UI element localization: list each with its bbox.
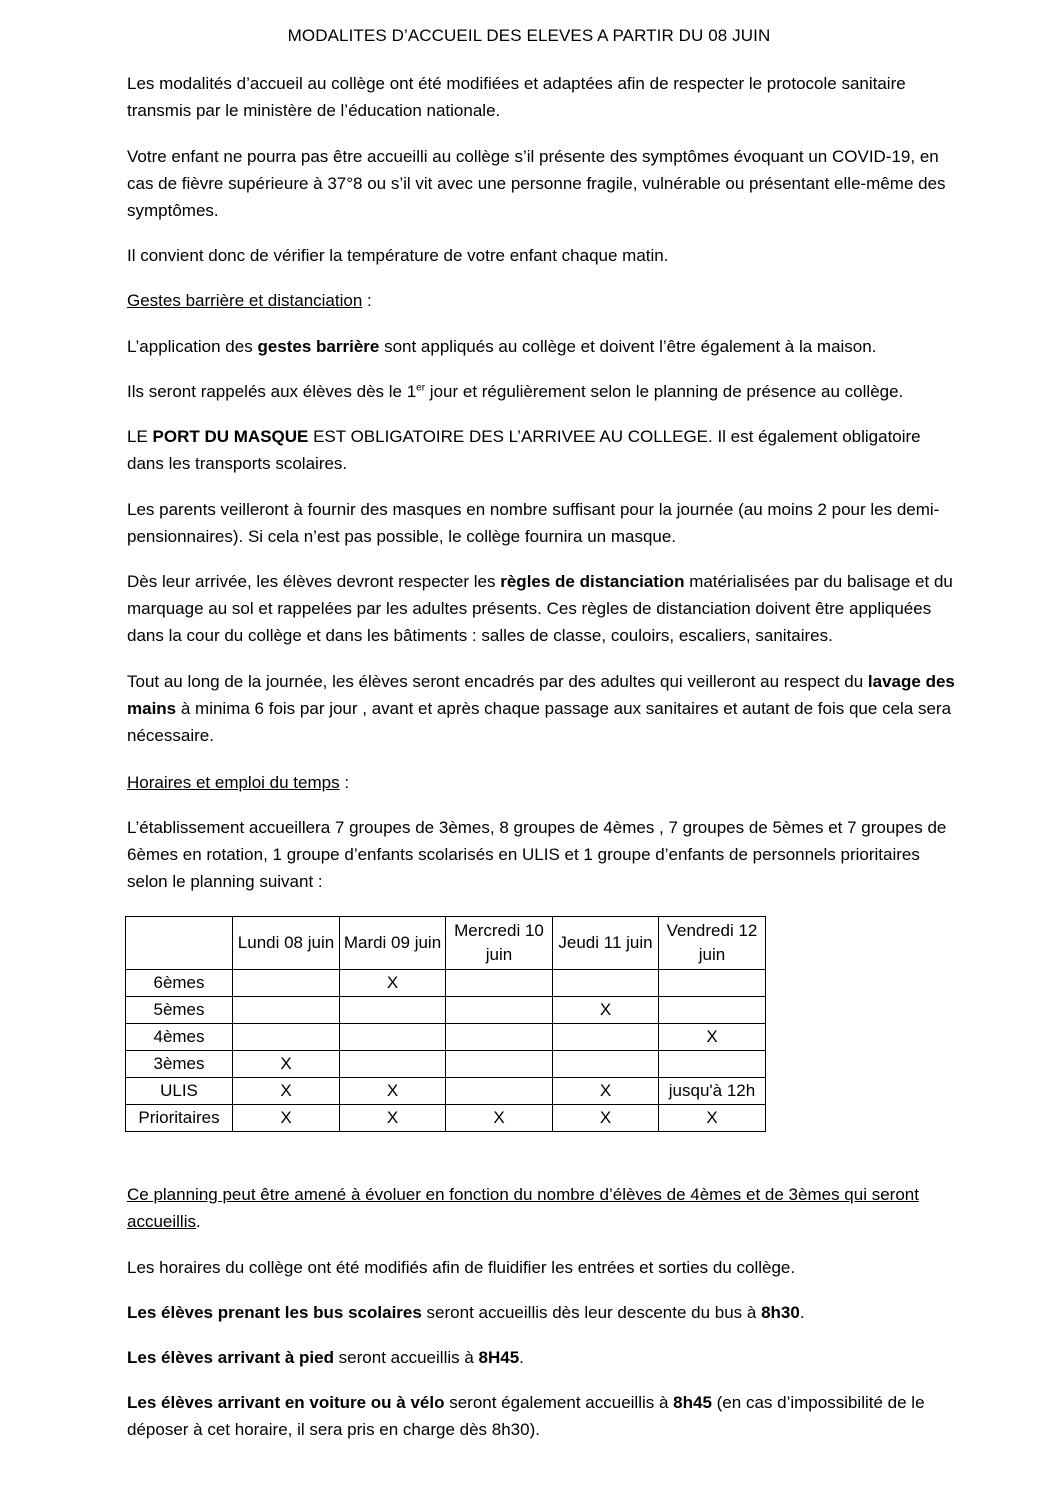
note-planning-text: Ce planning peut être amené à évoluer en fonction du nombre d’élèves de 4èmes et de 3èmes qui seront accueillis [127, 1185, 919, 1231]
table-header-cell: Jeudi 11 juin [553, 917, 659, 970]
paragraph-pied [127, 1344, 957, 1371]
paragraph-masques-parents: Les parents veilleront à fournir des masques en nombre suffisant pour la journée (au moins 2 pour les demi-pensionnaires). Si cela n’est pas possible, le collège fournira un masque. [127, 500, 940, 546]
superscript: er [416, 382, 426, 394]
table-cell [340, 997, 446, 1024]
table-cell [553, 1024, 659, 1051]
table-cell: Prioritaires [126, 1105, 233, 1132]
table-row [126, 1105, 766, 1132]
text-span: à minima 6 fois par jour , avant et après chaque passage aux sanitaires et autant de fois que cela sera nécessaire. [127, 699, 952, 745]
table-header-cell [126, 917, 233, 970]
text-span: . [519, 1348, 524, 1367]
heading-gestes-suffix: : [362, 291, 372, 310]
text-span: seront accueillis dès leur descente du bus à [421, 1303, 762, 1322]
paragraph-bus [127, 1299, 957, 1326]
text-span: Tout au long de la journée, les élèves seront encadrés par des adultes qui veilleront au respect du [127, 672, 868, 691]
note-planning [127, 1181, 957, 1235]
table-cell [233, 970, 340, 997]
table-row [126, 1024, 766, 1051]
paragraph-symptoms: Votre enfant ne pourra pas être accueilli au collège s’il présente des symptômes évoquant un COVID-19, en cas de fièvre supérieure à 37°8 ou s’il vit avec une personne fragile, vulnérable ou présentant elle-même des symptômes. [127, 147, 946, 220]
table-header-row [126, 917, 766, 970]
table-cell: X [340, 970, 446, 997]
bold-span: règles de distanciation [500, 572, 685, 591]
text-span: seront accueillis à [333, 1348, 479, 1367]
text-span: . [799, 1303, 805, 1322]
table-cell [340, 1024, 446, 1051]
paragraph-horaires-modifies: Les horaires du collège ont été modifiés afin de fluidifier les entrées et sorties du collège. [127, 1258, 796, 1277]
table-cell [659, 1051, 766, 1078]
table-cell: X [659, 1024, 766, 1051]
heading-horaires [127, 769, 957, 796]
table-cell [446, 1051, 553, 1078]
table-cell: X [659, 1105, 766, 1132]
table-cell: X [553, 997, 659, 1024]
table-cell: 6èmes [126, 970, 233, 997]
table-cell: jusqu'à 12h [659, 1078, 766, 1105]
text-span: seront également accueillis à [444, 1393, 674, 1412]
bold-span: Les élèves arrivant à pied [127, 1348, 334, 1367]
text-span: Ils seront rappelés aux élèves dès le 1 [127, 382, 417, 401]
table-cell: X [340, 1078, 446, 1105]
table-cell [659, 970, 766, 997]
text-span: EST OBLIGATOIRE DES L’ARRIVEE AU COLLEGE. Il est également obligatoire dans les transports scolaires. [127, 427, 921, 473]
paragraph-groupes: L’établissement accueillera 7 groupes de 3èmes, 8 groupes de 4èmes , 7 groupes de 5èmes et 7 groupes de 6èmes en rotation, 1 groupe d’enfants scolarisés en ULIS et 1 groupe d’enfants de personnels prioritaires selon le planning suivant : [127, 818, 947, 891]
paragraph-rappel [127, 378, 957, 405]
table-cell [340, 1051, 446, 1078]
bold-span: PORT DU MASQUE [152, 427, 309, 446]
table-cell: ULIS [126, 1078, 233, 1105]
paragraph-voiture-velo [127, 1389, 957, 1443]
paragraph-masque [127, 423, 957, 477]
table-cell: X [233, 1105, 340, 1132]
bold-span: 8H45 [478, 1348, 520, 1367]
table-header-cell: Mardi 09 juin [340, 917, 446, 970]
table-cell [233, 1024, 340, 1051]
paragraph-gestes [127, 333, 957, 360]
table-cell: X [446, 1105, 553, 1132]
table-row [126, 1051, 766, 1078]
text-span: sont appliqués au collège et doivent l’être également à la maison. [379, 337, 877, 356]
table-cell [446, 970, 553, 997]
bold-span: Les élèves prenant les bus scolaires [127, 1303, 422, 1322]
text-span: Dès leur arrivée, les élèves devront respecter les [127, 572, 501, 591]
paragraph-intro: Les modalités d’accueil au collège ont été modifiées et adaptées afin de respecter le protocole sanitaire transmis par le ministère de l’éducation nationale. [127, 74, 906, 120]
text-span: matérialisées par du balisage et du marquage au sol et rappelées par les adultes présents. Ces règles de distanciation doivent être appliquées dans la cour du collège et dans les bâtiments : salles de classe, couloirs, escaliers, sanitaires. [127, 572, 953, 645]
document-title: MODALITES D’ACCUEIL DES ELEVES A PARTIR DU 08 JUIN [287, 26, 771, 45]
table-header-cell: Mercredi 10 juin [446, 917, 553, 970]
table-cell [553, 1051, 659, 1078]
text-span: (en cas d’impossibilité de le déposer à cet horaire, il sera pris en charge dès 8h30). [127, 1393, 925, 1439]
text-span: jour et régulièrement selon le planning de présence au collège. [425, 382, 904, 401]
heading-horaires-suffix: : [339, 773, 350, 792]
paragraph-temperature: Il convient donc de vérifier la température de votre enfant chaque matin. [127, 246, 669, 265]
table-header-cell: Vendredi 12 juin [659, 917, 766, 970]
table-cell: X [553, 1105, 659, 1132]
table-cell: 4èmes [126, 1024, 233, 1051]
planning-table [125, 916, 766, 1132]
table-cell: 3èmes [126, 1051, 233, 1078]
table-row [126, 997, 766, 1024]
table-cell: X [340, 1105, 446, 1132]
bold-span: 8h45 [673, 1393, 712, 1412]
table-cell [553, 970, 659, 997]
table-cell [659, 997, 766, 1024]
bold-span: Les élèves arrivant en voiture ou à vélo [127, 1393, 445, 1412]
table-cell [446, 997, 553, 1024]
table-row [126, 970, 766, 997]
table-cell: 5èmes [126, 997, 233, 1024]
bold-span: gestes barrière [257, 337, 380, 356]
table-cell [233, 997, 340, 1024]
table-cell [446, 1024, 553, 1051]
text-span: L’application des [127, 337, 258, 356]
heading-horaires-text: Horaires et emploi du temps [127, 773, 340, 792]
note-planning-suffix: . [195, 1212, 201, 1231]
bold-span: 8h30 [761, 1303, 800, 1322]
heading-gestes-text: Gestes barrière et distanciation [127, 291, 363, 310]
text-span: LE [127, 427, 153, 446]
table-cell [446, 1078, 553, 1105]
table-cell: X [233, 1051, 340, 1078]
table-cell: X [233, 1078, 340, 1105]
paragraph-distanciation [127, 568, 957, 649]
table-cell: X [553, 1078, 659, 1105]
table-header-cell: Lundi 08 juin [233, 917, 340, 970]
heading-gestes-barriere [127, 287, 957, 314]
table-row [126, 1078, 766, 1105]
bold-span: lavage des mains [127, 672, 955, 718]
paragraph-lavage [127, 668, 957, 749]
